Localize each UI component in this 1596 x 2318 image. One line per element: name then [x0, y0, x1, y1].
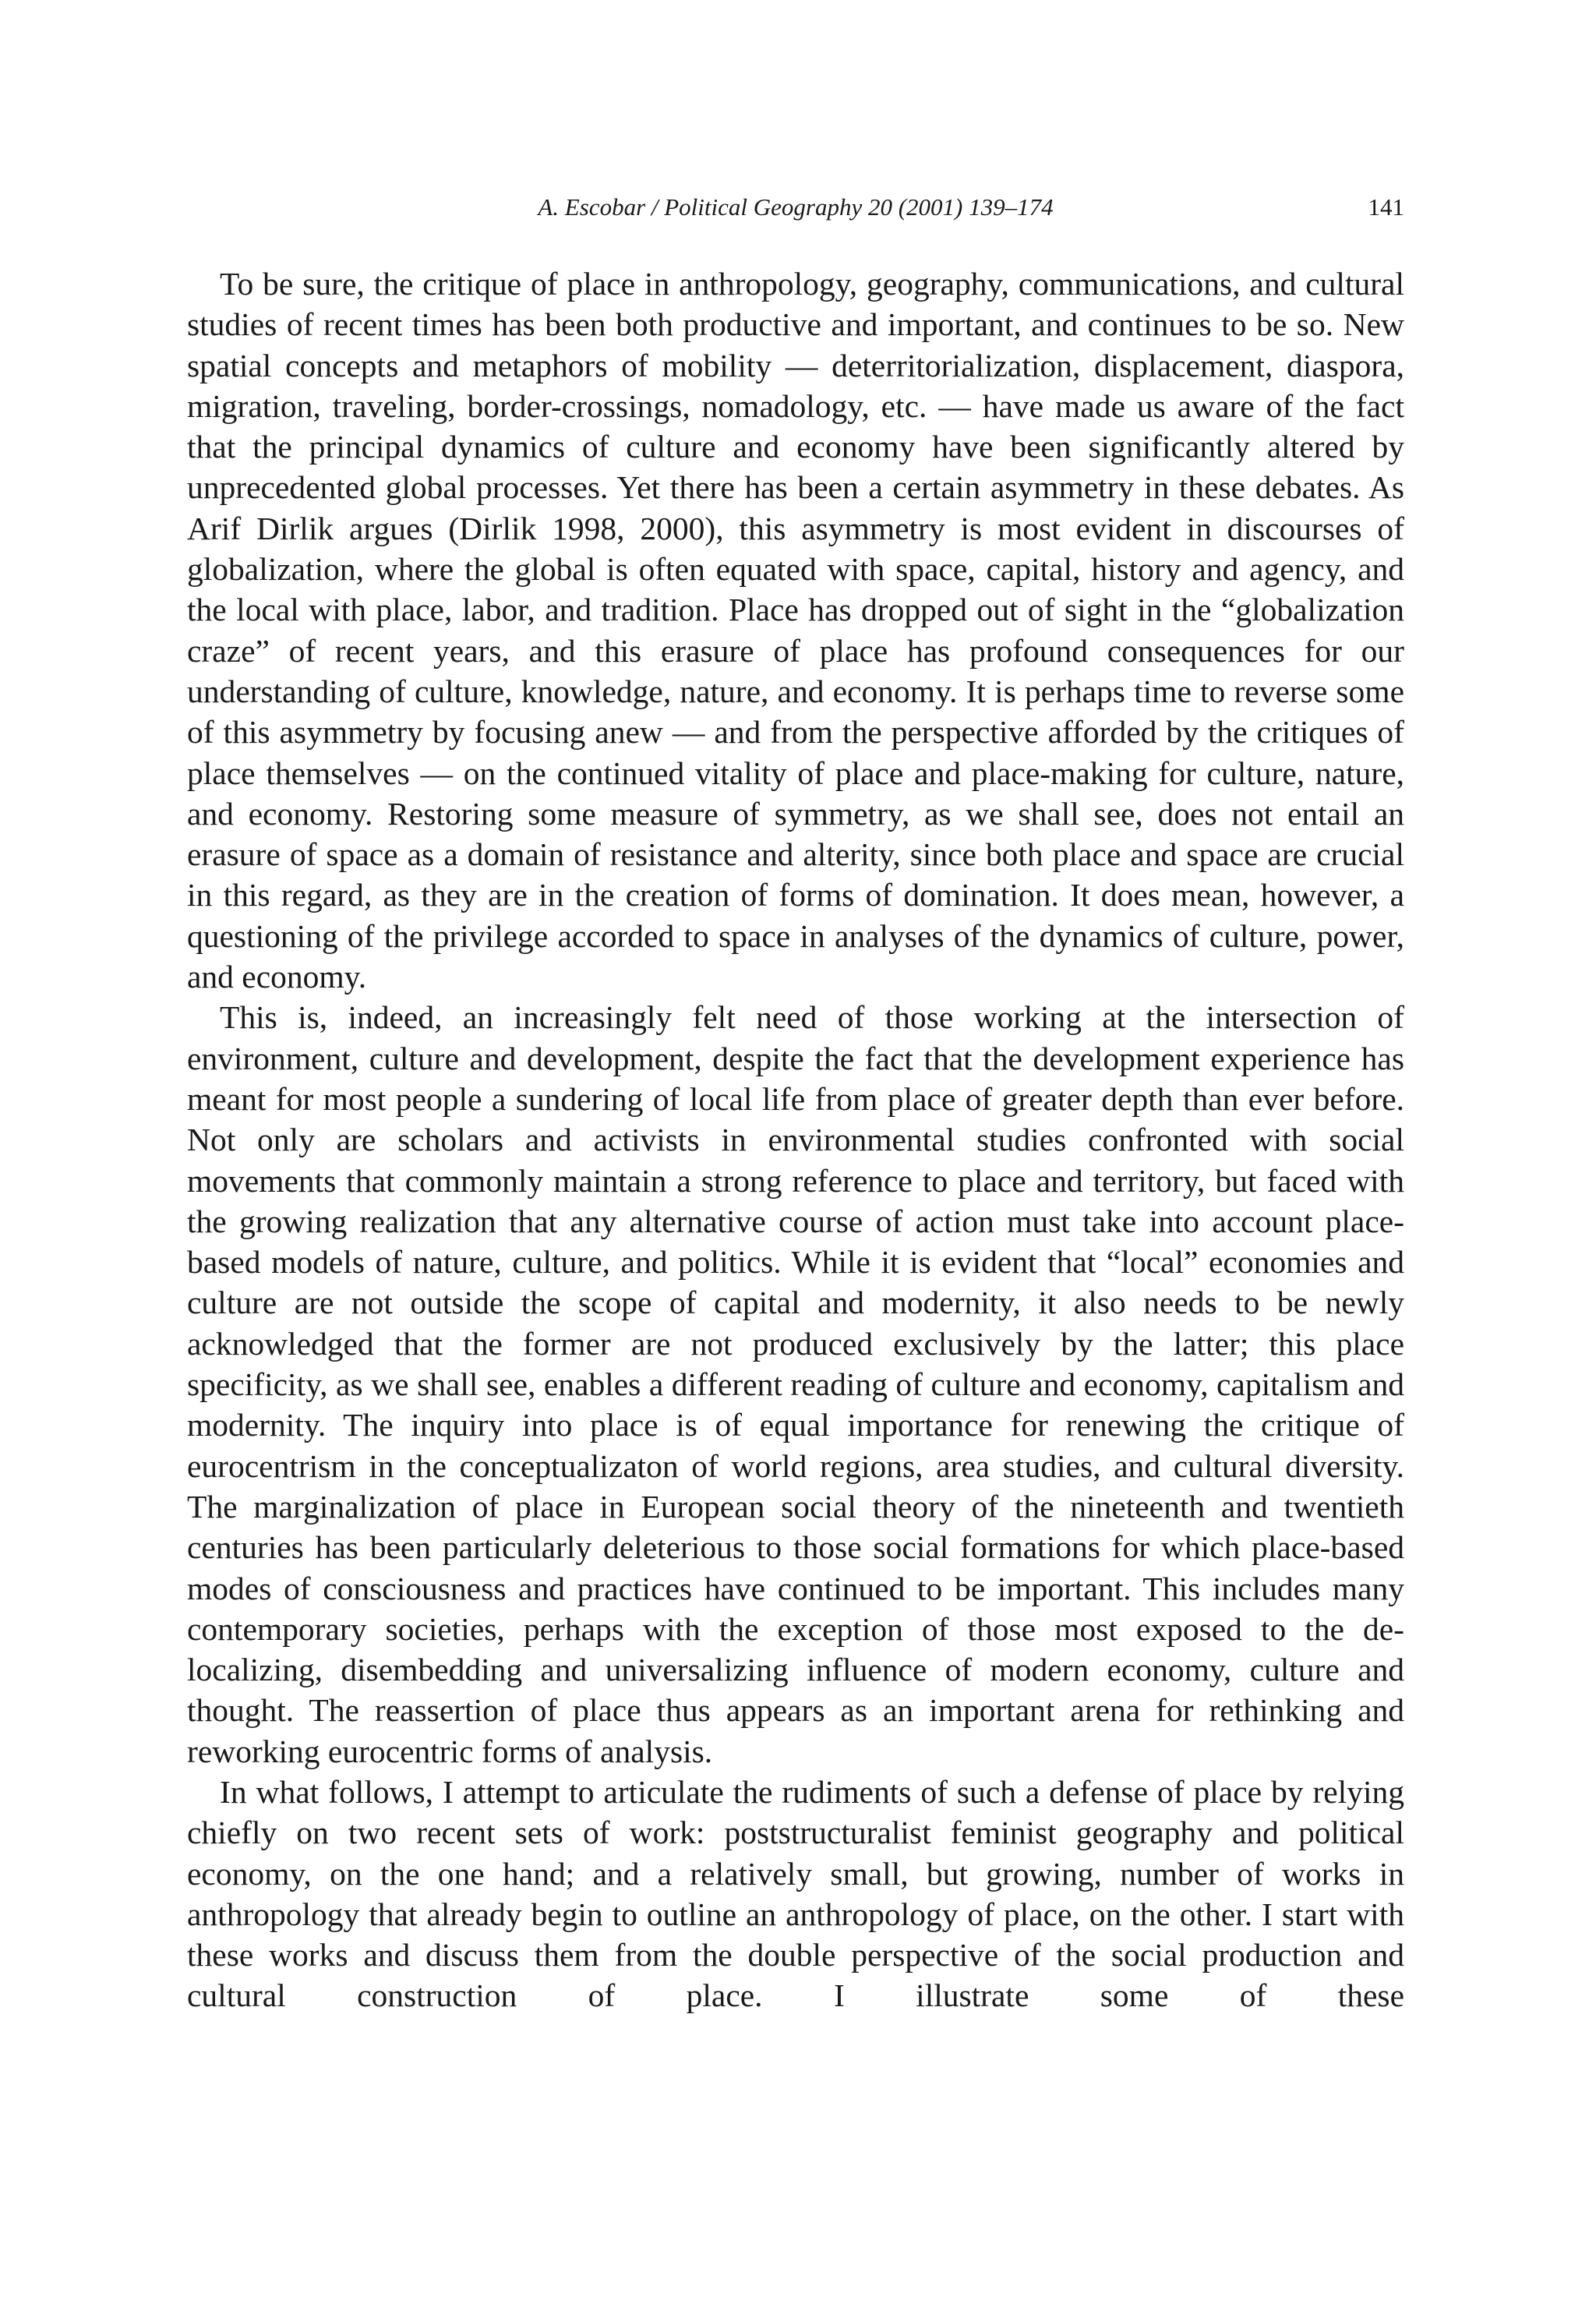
running-head: [187, 192, 1404, 223]
paragraph: This is, indeed, an increasingly felt need of those working at the intersection of environment, culture and development, despite the fact that the development experience has meant for most people a sundering of local life from place of greater depth than ever before. Not only are scholars and activists in environmental studies confronted with social movements that commonly maintain a strong reference to place and territory, but faced with the growing realization that any alternative course of action must take into account place-based models of nature, culture, and politics. While it is evident that “local” economies and culture are not outside the scope of capital and modernity, it also needs to be newly acknowledged that the former are not produced exclusively by the latter; this place specificity, as we shall see, enables a different reading of culture and economy, capitalism and modernity. The inquiry into place is of equal importance for renewing the critique of eurocentrism in the conceptualizaton of world regions, area studies, and cultural diversity. The marginalization of place in European social theory of the nineteenth and twentieth centuries has been particularly deleterious to those social formations for which place-based modes of consciousness and practices have continued to be important. This includes many contemporary societies, perhaps with the exception of those most exposed to the de-localizing, disembedding and universalizing influence of modern economy, culture and thought. The reassertion of place thus appears as an important arena for rethinking and reworking eurocentric forms of analysis.: [187, 999, 1404, 1769]
paragraph: To be sure, the critique of place in anthropology, geography, communications, and cultural studies of recent times has been both productive and important, and continues to be so. New spatial concepts and metaphors of mobility — deterritorialization, displacement, diaspora, migration, traveling, border-crossings, nomadology, etc. — have made us aware of the fact that the principal dynamics of culture and economy have been significantly altered by unprecedented global processes. Yet there has been a certain asymmetry in these debates. As Arif Dirlik argues (Dirlik 1998, 2000), this asymmetry is most evident in discourses of globalization, where the global is often equated with space, capital, history and agency, and the local with place, labor, and tradition. Place has dropped out of sight in the “globalization craze” of recent years, and this erasure of place has profound consequences for our understanding of culture, knowledge, nature, and economy. It is perhaps time to reverse some of this asymmetry by focusing anew — and from the perspective afforded by the critiques of place themselves — on the continued vitality of place and place-making for culture, nature, and economy. Restoring some measure of symmetry, as we shall see, does not entail an erasure of space as a domain of resistance and alterity, since both place and space are crucial in this regard, as they are in the creation of forms of domination. It does mean, however, a questioning of the privilege accorded to space in analyses of the dynamics of culture, power, and economy.: [187, 266, 1404, 995]
running-head-title: A. Escobar / Political Geography 20 (2001) 139–174: [538, 193, 1054, 221]
article-body: [187, 263, 1404, 2016]
paragraph: In what follows, I attempt to articulate the rudiments of such a defense of place by relying chiefly on two recent sets of work: poststructuralist feminist geography and political economy, on the one hand; and a relatively small, but growing, number of works in anthropology that already begin to outline an anthropology of place, on the other. I start with these works and discuss them from the double perspective of the social production and cultural construction of place. I illustrate some of these: [187, 1773, 1404, 2014]
page-number: 141: [1368, 193, 1404, 221]
